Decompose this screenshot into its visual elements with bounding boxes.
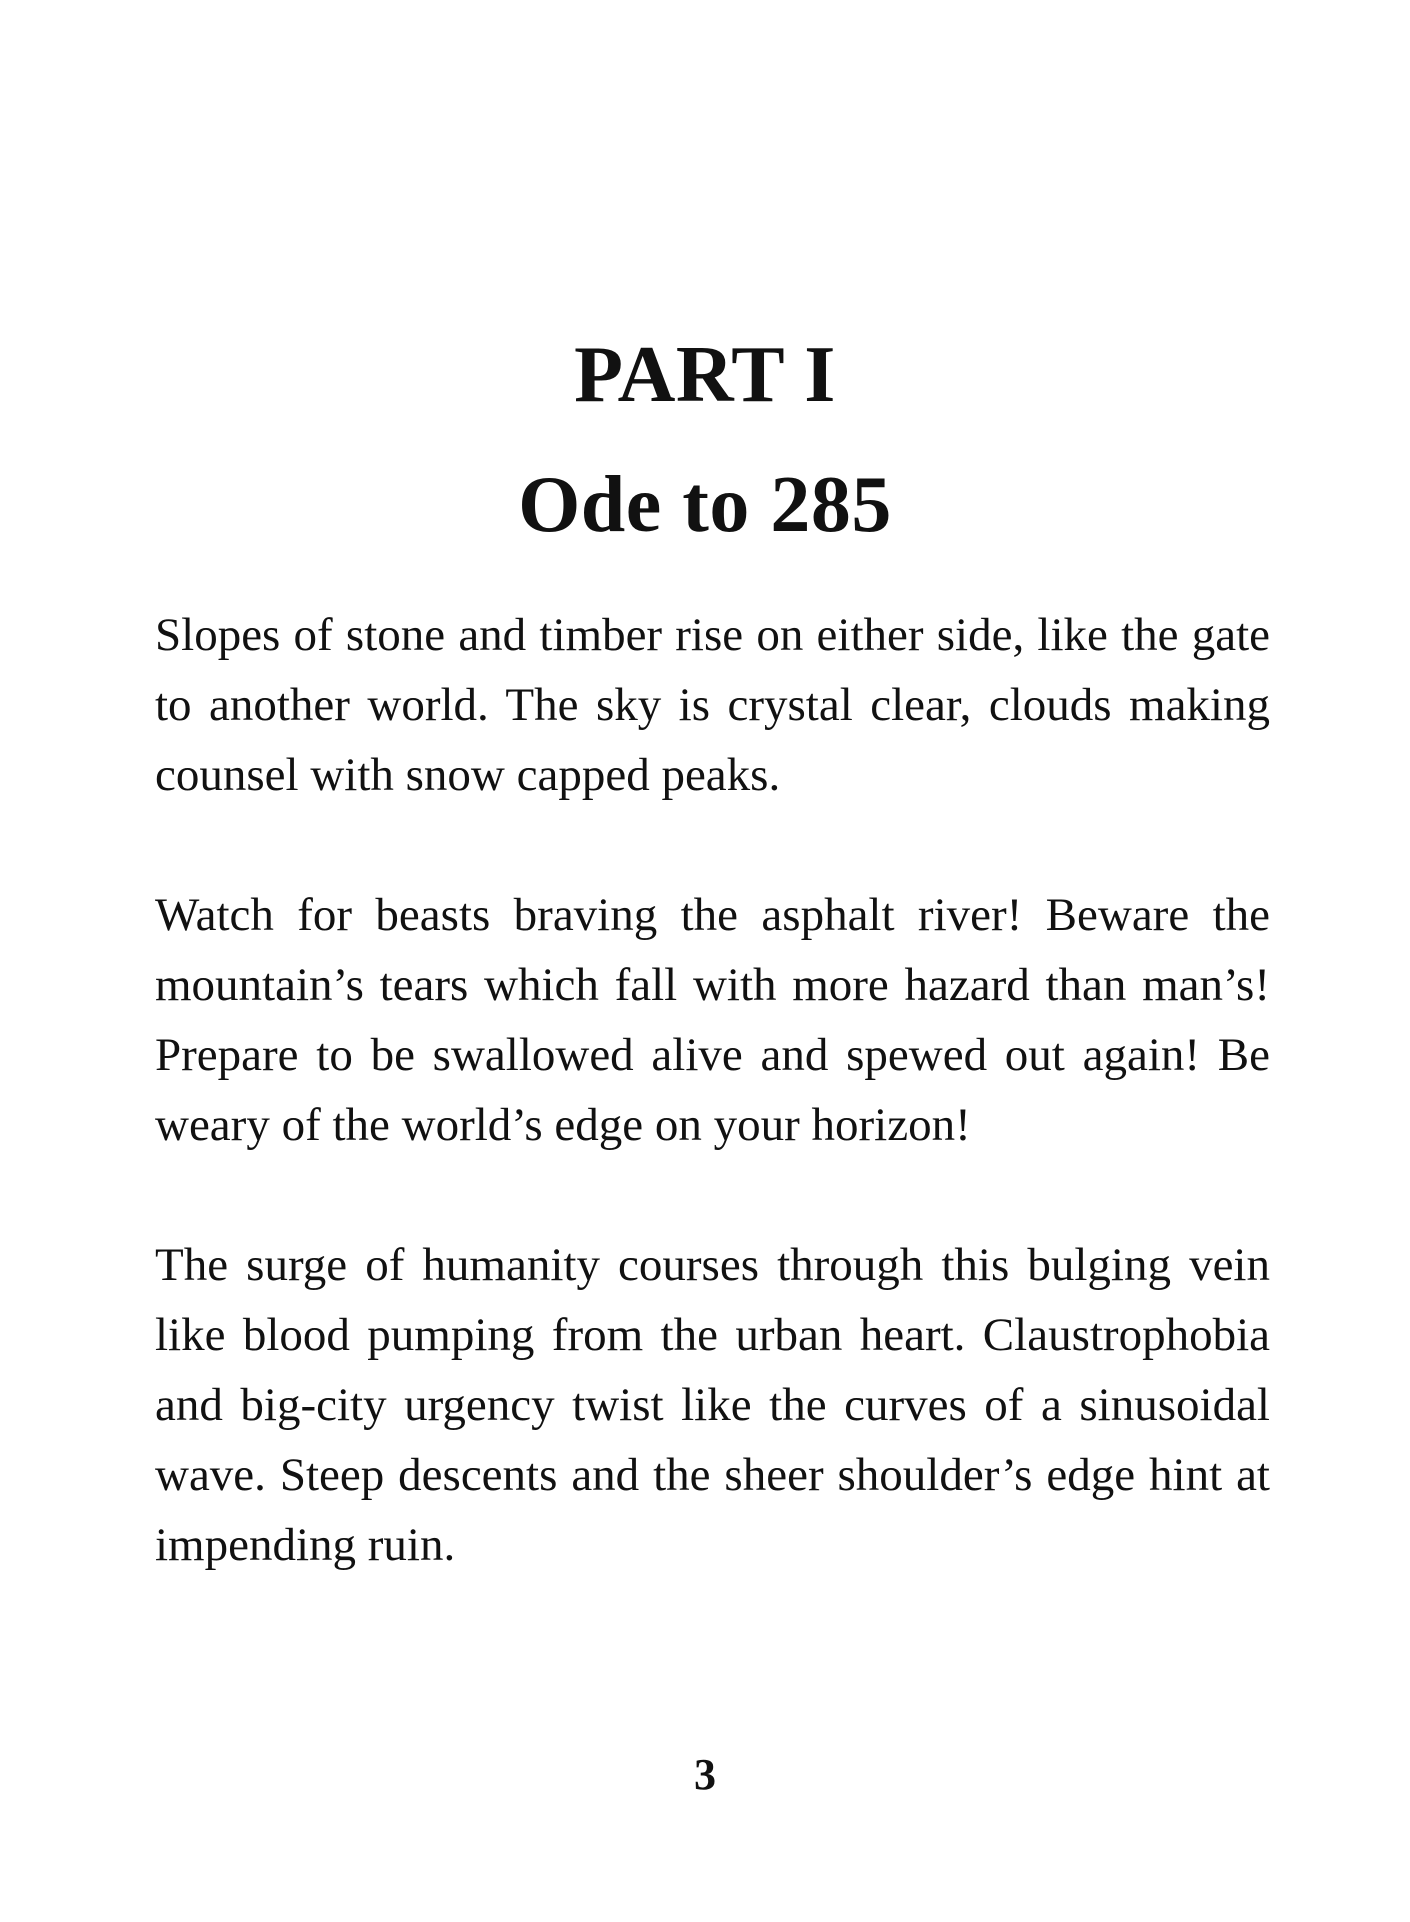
page-number: 3: [694, 1750, 716, 1799]
paragraph-3: The surge of humanity courses through this bulging vein like blood pumping from the urban heart. Claustrophobia and big-city urgency twist like the curves of a sinusoidal wave. Steep descents and the sheer shoulder’s edge hint at impending ruin.: [155, 1239, 1270, 1571]
chapter-title: Ode to 285: [518, 461, 892, 549]
paragraph-1: Slopes of stone and timber rise on either side, like the gate to another world. The sky is crystal clear, clouds making counsel with snow capped peaks.: [155, 609, 1270, 801]
body-text: [155, 600, 1270, 1650]
paragraph-2: Watch for beasts braving the asphalt river! Beware the mountain’s tears which fall with more hazard than man’s! Prepare to be swallowed alive and spewed out again! Be weary of the world’s edge on your horizon!: [155, 889, 1270, 1151]
part-label: PART I: [574, 331, 836, 419]
